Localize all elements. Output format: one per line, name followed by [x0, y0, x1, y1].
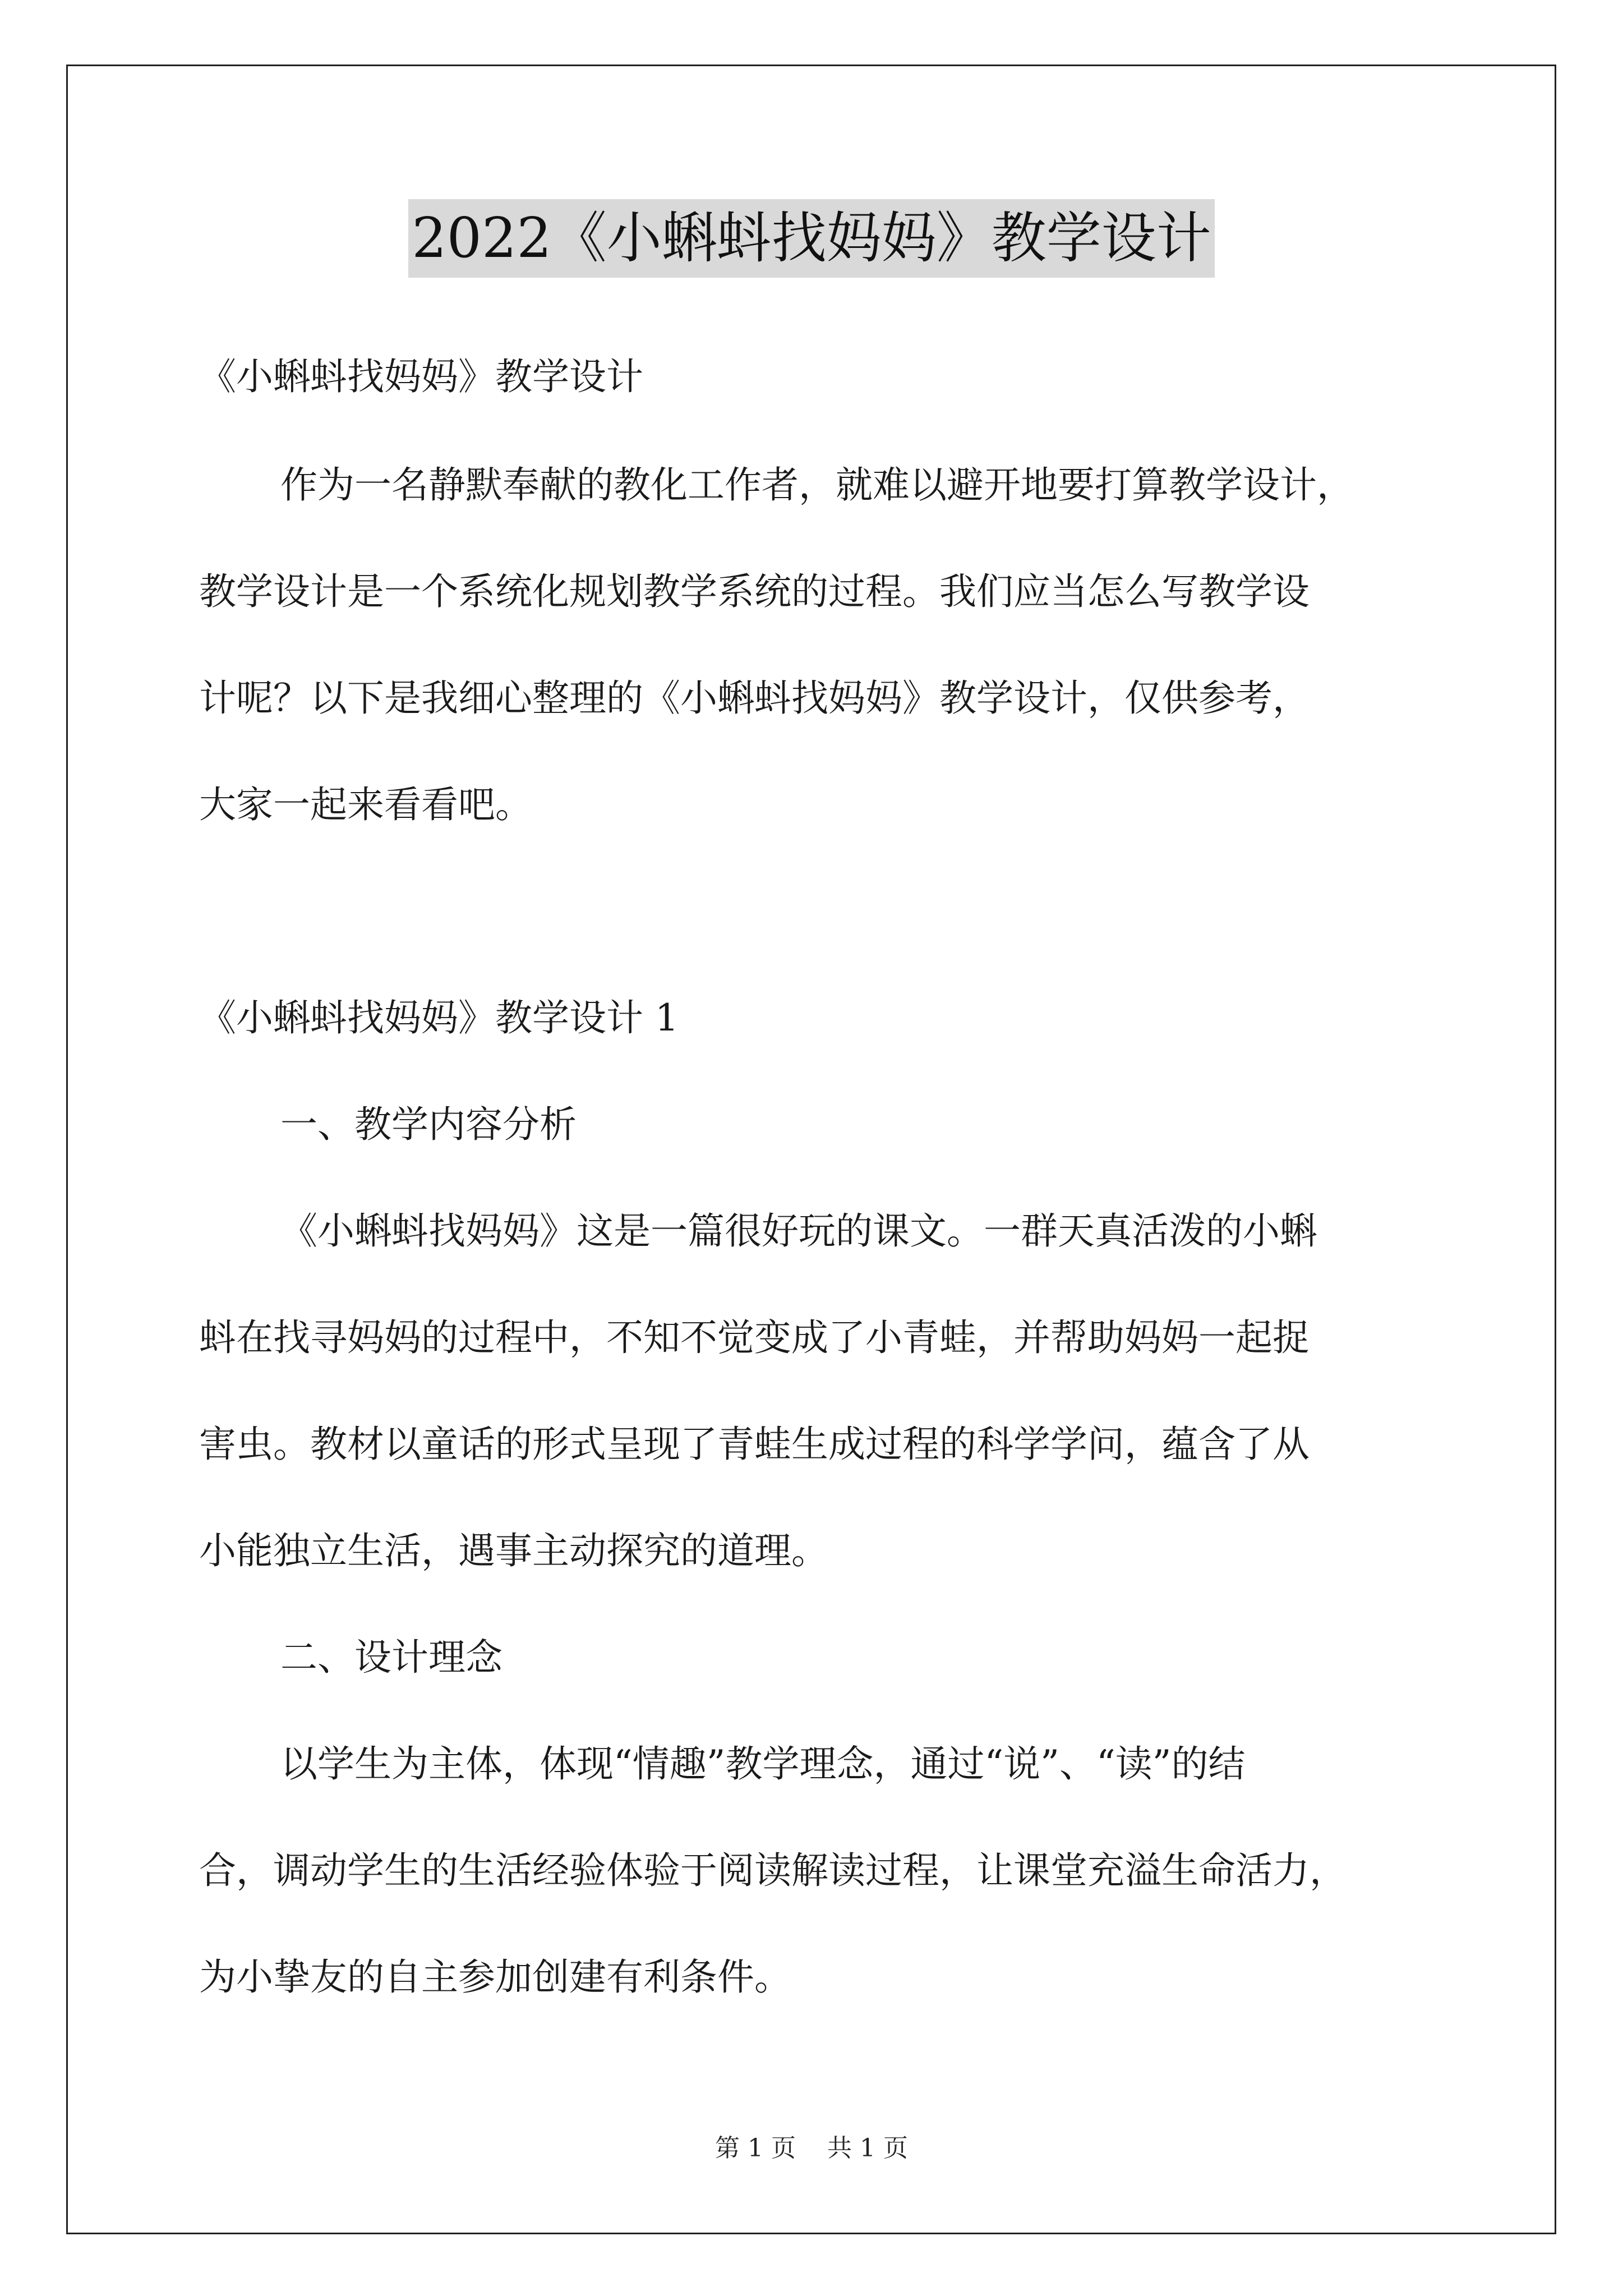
page-footer [0, 2132, 1623, 2165]
paragraph-line: 为小挚友的自主参加创建有利条件。 [199, 1955, 791, 1999]
paragraph-line: 以学生为主体，体现“情趣”教学理念，通过“说”、“读”的结 [280, 1742, 1246, 1786]
page-total: 共 1 页 [827, 2134, 908, 2162]
section-heading-2: 二、设计理念 [280, 1636, 502, 1679]
title-container [0, 199, 1623, 278]
page-number: 第 1 页 [715, 2134, 796, 2162]
section-title: 《小蝌蚪找妈妈》教学设计 1 [199, 996, 679, 1039]
document-title: 2022《小蝌蚪找妈妈》教学设计 [408, 199, 1214, 278]
intro-line: 教学设计是一个系统化规划教学系统的过程。我们应当怎么写教学设 [199, 570, 1310, 613]
paragraph-line: 害虫。教材以童话的形式呈现了青蛙生成过程的科学学问，蕴含了从 [199, 1423, 1310, 1466]
paragraph-line: 蚪在找寻妈妈的过程中，不知不觉变成了小青蛙，并帮助妈妈一起捉 [199, 1316, 1310, 1359]
section-heading-1: 一、教学内容分析 [280, 1103, 577, 1146]
intro-line: 作为一名静默奉献的教化工作者，就难以避开地要打算教学设计， [280, 463, 1354, 507]
document-subtitle: 《小蝌蚪找妈妈》教学设计 [199, 355, 643, 398]
intro-line: 大家一起来看看吧。 [199, 783, 532, 826]
intro-line: 计呢？以下是我细心整理的《小蝌蚪找妈妈》教学设计，仅供参考， [199, 677, 1310, 720]
paragraph-line: 合，调动学生的生活经验体验于阅读解读过程，让课堂充溢生命活力， [199, 1849, 1347, 1892]
paragraph-line: 《小蝌蚪找妈妈》这是一篇很好玩的课文。一群天真活泼的小蝌 [280, 1209, 1317, 1253]
paragraph-line: 小能独立生活，遇事主动探究的道理。 [199, 1529, 828, 1572]
